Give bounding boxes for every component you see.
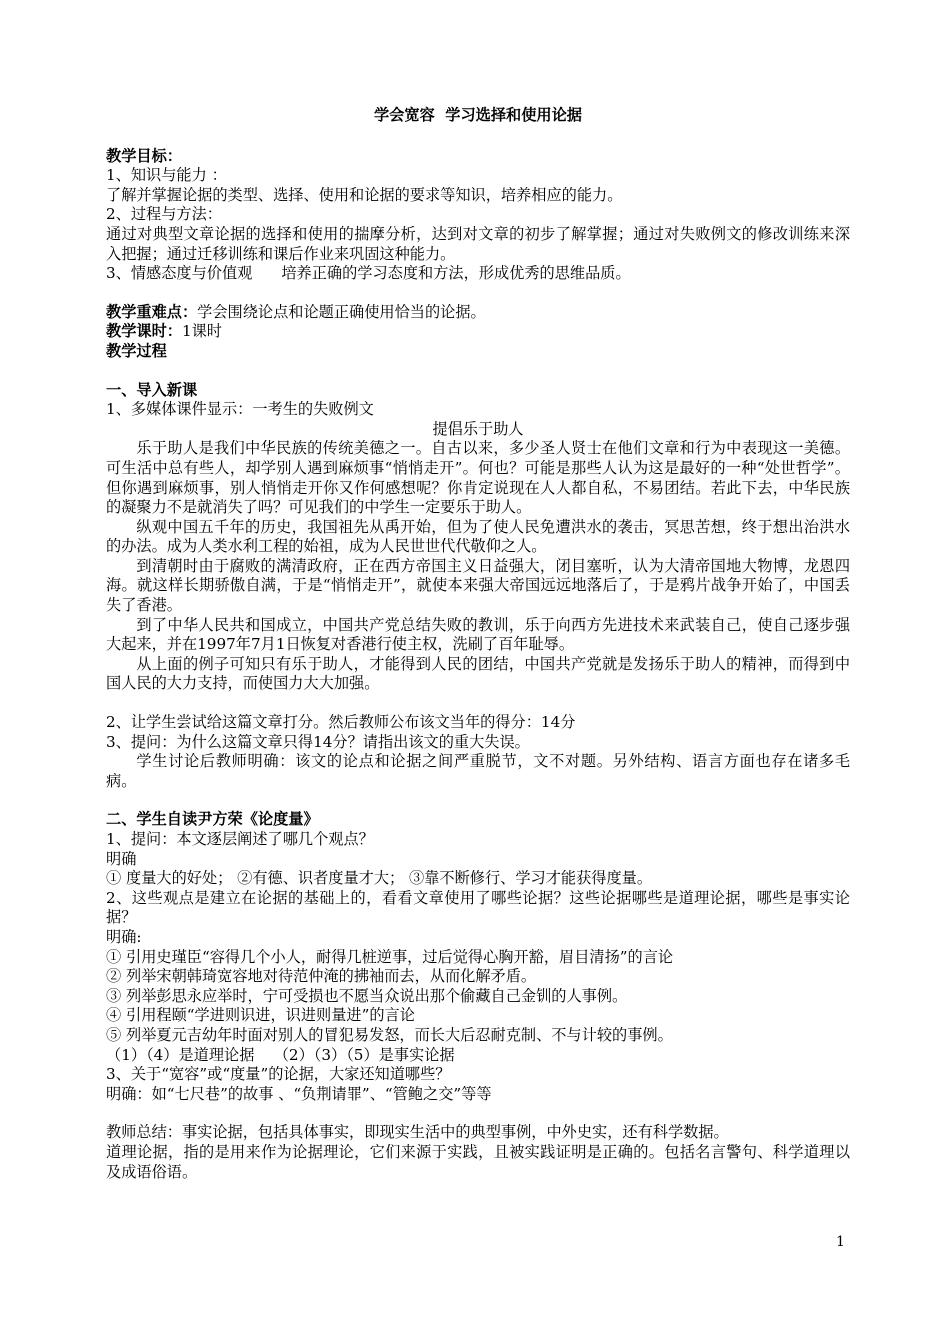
section1-heading: 一、导入新课 <box>106 380 198 399</box>
essay-title: 提倡乐于助人 <box>432 419 524 438</box>
goal2-title: 2、过程与方法： <box>106 205 222 224</box>
list-item: ⑤ 列举夏元吉幼年时面对别人的冒犯易发怒，而长大后忍耐克制、不与计较的事例。 <box>106 1025 673 1044</box>
section2-answer3: 明确：如“七尺巷”的故事 、“负荆请罪”、“管鲍之交”等等 <box>106 1084 492 1103</box>
key-label: 教学重难点： <box>106 302 198 321</box>
goal2-text: 通过对典型文章论据的选择和使用的揣摩分析，达到对文章的初步了解掌握；通过对失败例文的修改训练来深入把握；通过迁移训练和课后作业来巩固这种能力。 <box>106 224 850 263</box>
page-number: 1 <box>836 1234 845 1250</box>
essay-paragraph-4: 到了中华人民共和国成立，中国共产党总结失败的教训，乐于向西方先进技术来武装自己，使自己逐步强大起来，并在1997年7月1日恢复对香港行使主权，洗刷了百年耻辱。 <box>106 615 850 654</box>
essay-paragraph-2: 纵观中国五千年的历史，我国祖先从禹开始，但为了使人民免遭洪水的袭击，冥思苦想，终于想出治洪水的办法。成为人类水利工程的始祖，成为人民世世代代敬仰之人。 <box>106 517 850 556</box>
section2-question2: 2、这些观点是建立在论据的基础上的，看看文章使用了哪些论据？这些论据哪些是道理论据，哪些是事实论据？ <box>106 888 850 927</box>
list-item: ④ 引用程颐“学进则识进，识进则量进”的言论 <box>106 1006 415 1025</box>
section1-discussion: 学生讨论后教师明确：该文的论点和论据之间严重脱节，文不对题。另外结构、语言方面也存在诸多毛病。 <box>106 752 850 790</box>
section1-item1: 1、多媒体课件显示：一考生的失败例文 <box>106 400 374 419</box>
class-hours <box>106 322 850 342</box>
goal3-text: 3、情感态度与价值观 培养正确的学习态度和方法，形成优秀的思维品质。 <box>106 264 631 283</box>
hours-text: 1课时 <box>181 322 222 341</box>
process-heading: 教学过程 <box>106 341 167 360</box>
section2-answer1-label: 明确 <box>106 849 137 868</box>
list-item: ③ 列举彭思永应举时，宁可受损也不愿当众说出那个偷藏自己金钏的人事例。 <box>106 986 628 1005</box>
section2-heading: 二、学生自读尹方荣《论度量》 <box>106 810 319 829</box>
teacher-summary-2: 道理论据，指的是用来作为论据理论，它们来源于实践，且被实践证明是正确的。包括名言警句、科学道理以及成语俗语。 <box>106 1142 850 1181</box>
goal1-text: 了解并掌握论据的类型、选择、使用和论据的要求等知识，培养相应的能力。 <box>106 185 623 204</box>
essay-paragraph-3: 到清朝时由于腐败的满清政府，正在西方帝国主义日益强大，闭目塞听，认为大清帝国地大物博，龙恩四海。就这样长期骄傲自满，于是“悄悄走开”，就使本来强大帝国远远地落后了，于是鸦片战争开始了，中国丢失了香港。 <box>106 556 850 615</box>
essay-paragraph-1: 乐于助人是我们中华民族的传统美德之一。自古以来，多少圣人贤士在他们文章和行为中表现这一美德。可生活中总有些人，却学别人遇到麻烦事“悄悄走开”。何也？可能是那些人认为这是最好的一种“处世哲学”。但你遇到麻烦事，别人悄悄走开你又作何感想呢？你肯定说现在人人都自私，不易团结。若此下去，中华民族的凝聚力不是就消失了吗？可见我们的中学生一定要乐于助人。 <box>106 439 850 517</box>
list-item: ② 列举宋朝韩琦宽容地对待范仲淹的拂袖而去，从而化解矛盾。 <box>106 967 537 986</box>
goal1-title: 1、知识与能力 ： <box>106 166 227 185</box>
section2-question1: 1、提问：本文逐层阐述了哪几个观点？ <box>106 830 374 848</box>
list-item: ① 引用史瑾臣“容得几个小人，耐得几桩逆事，过后觉得心胸开豁，眉目清扬”的言论 <box>106 947 674 966</box>
key-text: 学会围绕论点和论题正确使用恰当的论据。 <box>197 302 486 321</box>
section2-answer1: ① 度量大的好处； ②有德、识者度量才大； ③靠不断修行、学习才能获得度量。 <box>106 869 653 888</box>
document-page <box>106 106 850 1182</box>
section2-answer2-summary: （1）（4）是道理论据 （2）（3）（5）是事实论据 <box>106 1045 455 1064</box>
section1-item2: 2、让学生尝试给这篇文章打分。然后教师公布该文当年的得分：14分 <box>106 713 576 732</box>
goals-heading: 教学目标： <box>106 146 182 165</box>
key-points <box>106 303 850 323</box>
teacher-summary-1: 教师总结：事实论据，包括具体事实，即现实生活中的典型事例，中外史实，还有科学数据。 <box>106 1123 729 1142</box>
essay-paragraph-5: 从上面的例子可知只有乐于助人，才能得到人民的团结，中国共产党就是发扬乐于助人的精神，而得到中国人民的大力支持，而使国力大大加强。 <box>106 654 850 693</box>
hours-label: 教学课时： <box>106 322 182 341</box>
section2-answer2-label: 明确: <box>106 927 142 946</box>
section1-item3: 3、提问：为什么这篇文章只得14分？请指出该文的重大失误。 <box>106 732 530 751</box>
document-title: 学会宽容 学习选择和使用论据 <box>373 106 582 124</box>
section2-question3: 3、关于“宽容”或“度量”的论据，大家还知道哪些？ <box>106 1065 451 1084</box>
